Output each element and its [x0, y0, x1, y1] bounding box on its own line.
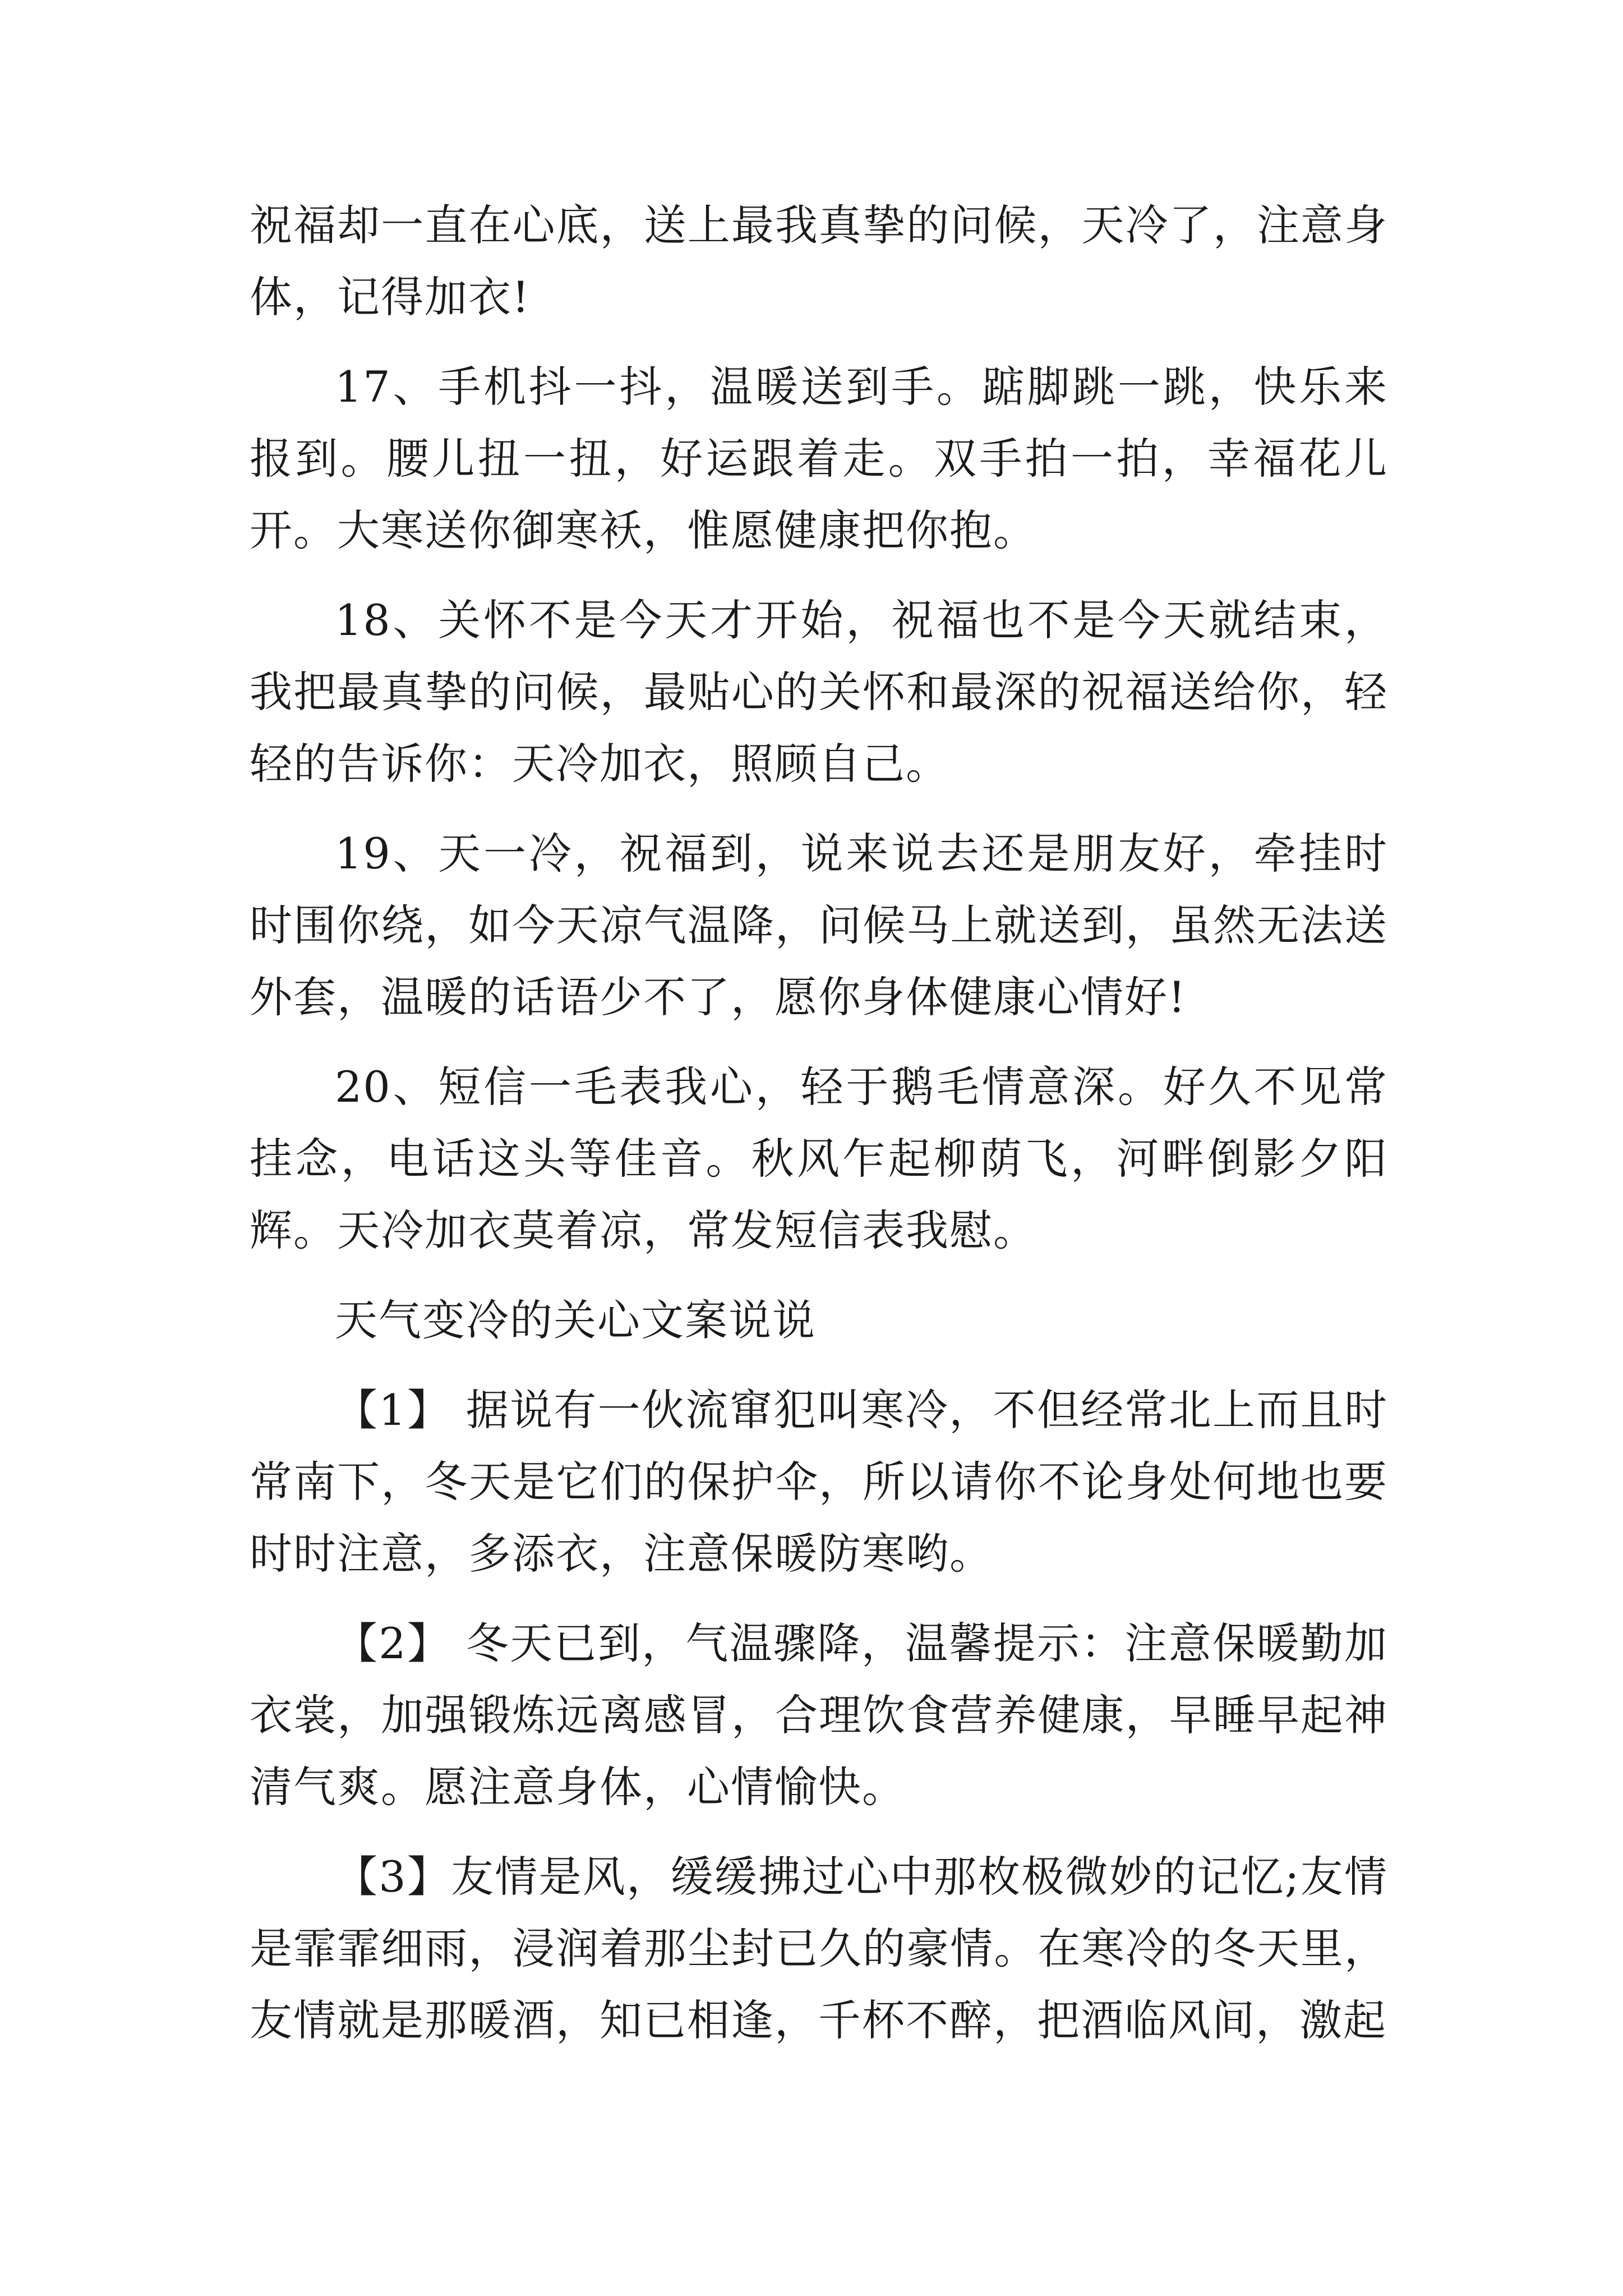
paragraph-bracket-3: 【3】友情是风，缓缓拂过心中那枚极微妙的记忆;友情是霏霏细雨，浸润着那尘封已久的豪情。在寒冷的冬天里，友情就是那暖酒，知已相逢，千杯不醉，把酒临风间，激起: [250, 1852, 1388, 2045]
document-body: [250, 190, 1388, 2056]
paragraph-item-19: 19、天一冷，祝福到，说来说去还是朋友好，牵挂时时围你绕，如今天凉气温降，问候马上就送到，虽然无法送外套，温暖的话语少不了，愿你身体健康心情好!: [250, 829, 1388, 1022]
section-heading: 天气变冷的关心文案说说: [335, 1295, 816, 1345]
paragraph-item-18: 18、关怀不是今天才开始，祝福也不是今天就结束，我把最真挚的问候，最贴心的关怀和最深的祝福送给你，轻轻的告诉你：天冷加衣，照顾自己。: [250, 595, 1388, 789]
paragraph-item-20: 20、短信一毛表我心，轻于鹅毛情意深。好久不见常挂念，电话这头等佳音。秋风乍起柳荫飞，河畔倒影夕阳辉。天冷加衣莫着凉，常发短信表我慰。: [250, 1062, 1388, 1255]
paragraph-continued: 祝福却一直在心底，送上最我真挚的问候，天冷了，注意身体，记得加衣!: [250, 200, 1388, 322]
paragraph-bracket-1: 【1】 据说有一伙流窜犯叫寒冷，不但经常北上而且时常南下，冬天是它们的保护伞，所以请你不论身处何地也要时时注意，多添衣，注意保暖防寒哟。: [250, 1385, 1388, 1579]
paragraph-bracket-2: 【2】 冬天已到，气温骤降，温馨提示：注意保暖勤加衣裳，加强锻炼远离感冒，合理饮食营养健康，早睡早起神清气爽。愿注意身体，心情愉快。: [250, 1618, 1388, 1812]
paragraph-item-17: 17、手机抖一抖，温暖送到手。踮脚跳一跳，快乐来报到。腰儿扭一扭，好运跟着走。双手拍一拍，幸福花儿开。大寒送你御寒袄，惟愿健康把你抱。: [250, 362, 1388, 555]
